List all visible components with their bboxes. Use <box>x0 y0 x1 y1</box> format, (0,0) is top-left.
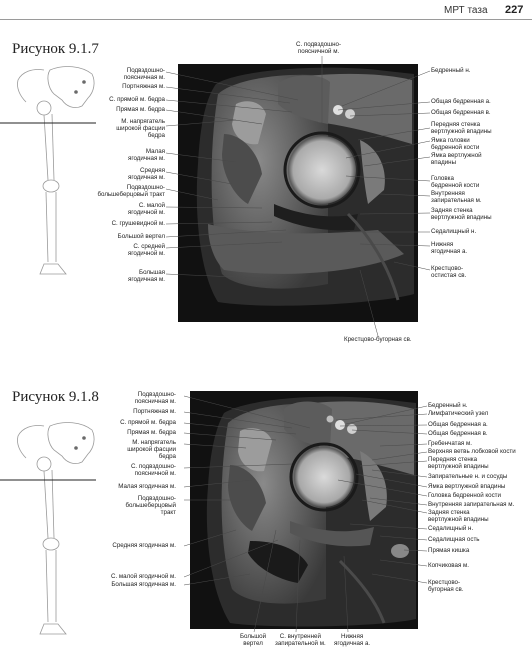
label-left-8: С. малой ягодичной м. <box>127 202 165 216</box>
label-left-9: С. малой ягодичной м. <box>111 573 176 580</box>
label-right-10: Внутренняя запирательная м. <box>428 501 515 508</box>
running-title: МРТ таза <box>444 5 488 16</box>
label-left-10: Большой вертел <box>117 233 165 240</box>
label-right-13: Седалищная ость <box>428 536 480 543</box>
label-left-5: Малая ягодичная м. <box>128 148 165 162</box>
label-right-6: Головка бедренной кости <box>431 175 480 189</box>
label-right-10: Нижняя ягодичная а. <box>431 241 468 255</box>
label-right-14: Прямая кишка <box>428 547 470 554</box>
header-rule <box>0 19 532 20</box>
label-left-6: Средняя ягодичная м. <box>128 167 165 181</box>
label-left-8: Средняя ягодичная м. <box>112 542 176 549</box>
label-right-2: Общая бедренная а. <box>428 421 488 428</box>
label-left-9: С. грушевидной м. <box>111 220 165 227</box>
label-iliopsoas-bursa: С. подвздошно- поясничной м. <box>296 41 342 55</box>
label-right-4: Ямка головки бедренной кости <box>431 137 480 151</box>
label-right-5: Ямка вертлужной впадины <box>431 152 482 166</box>
label-right-3: Передняя стенка вертлужной впадины <box>431 121 492 135</box>
label-right-15: Копчиковая м. <box>428 562 469 569</box>
label-right-11: Крестцово- остистая св. <box>431 265 467 279</box>
label-right-8: Ямка вертлужной впадины <box>428 483 506 490</box>
label-right-0: Бедренный н. <box>428 402 468 409</box>
label-right-3: Общая бедренная в. <box>428 430 488 437</box>
figure-title: Рисунок 9.1.8 <box>12 389 99 405</box>
label-left-1: Портняжная м. <box>133 408 176 415</box>
skeleton-reference-illustration <box>14 418 98 658</box>
label-right-2: Общая бедренная в. <box>431 109 491 116</box>
label-right-1: Общая бедренная а. <box>431 98 491 105</box>
mri-scan-axial-image <box>178 64 418 322</box>
mri-scan-axial-image <box>190 391 418 629</box>
label-bottom-2: Нижняя ягодичная а. <box>334 633 371 647</box>
figure-title: Рисунок 9.1.7 <box>12 41 99 57</box>
label-right-9: Седалищный н. <box>431 228 477 235</box>
label-right-4: Гребенчатая м. <box>428 440 472 447</box>
label-right-12: Седалищный н. <box>428 525 474 532</box>
label-left-7: Подвздошно- большеберцовый тракт <box>97 184 165 198</box>
label-bottom-0: Большой вертел <box>240 633 267 647</box>
label-left-4: М. напрягатель широкой фасции бедра <box>127 439 176 460</box>
label-left-0: Подвздошно- поясничная м. <box>134 391 176 405</box>
label-left-12: Большая ягодичная м. <box>128 269 165 283</box>
label-right-7: Внутренняя запирательная м. <box>431 190 482 204</box>
label-left-6: Малая ягодичная м. <box>118 483 176 490</box>
label-left-7: Подвздошно- большеберцовый тракт <box>125 495 176 516</box>
label-right-16: Крестцово- бугорная св. <box>428 579 464 593</box>
label-right-5: Верхняя ветвь лобковой кости <box>428 448 516 455</box>
label-left-4: М. напрягатель широкой фасции бедра <box>116 118 165 139</box>
label-left-2: С. прямой м. бедра <box>109 96 165 103</box>
label-right-6: Передняя стенка вертлужной впадины <box>428 456 489 470</box>
label-left-3: Прямая м. бедра <box>127 429 176 436</box>
label-left-0: Подвздошно- поясничная м. <box>123 67 165 81</box>
label-right-0: Бедренный н. <box>431 67 471 74</box>
label-bottom-0: Крестцово-бугорная св. <box>344 336 412 343</box>
label-right-9: Головка бедренной кости <box>428 492 501 499</box>
label-left-10: Большая ягодичная м. <box>111 581 176 588</box>
label-right-7: Запирательные н. и сосуды <box>428 473 508 480</box>
skeleton-reference-illustration <box>14 62 98 298</box>
label-left-5: С. подвздошно- поясничной м. <box>130 463 176 477</box>
label-right-8: Задняя стенка вертлужной впадины <box>431 207 492 221</box>
label-left-2: С. прямой м. бедра <box>120 419 176 426</box>
label-bottom-1: С. внутренней запирательной м. <box>275 633 326 647</box>
label-left-1: Портняжная м. <box>122 83 165 90</box>
label-right-1: Лимфатический узел <box>428 410 489 417</box>
label-left-3: Прямая м. бедра <box>116 106 165 113</box>
page-number: 227 <box>505 4 524 16</box>
label-left-11: С. средней ягодичной м. <box>127 243 165 257</box>
label-right-11: Задняя стенка вертлужной впадины <box>428 509 489 523</box>
